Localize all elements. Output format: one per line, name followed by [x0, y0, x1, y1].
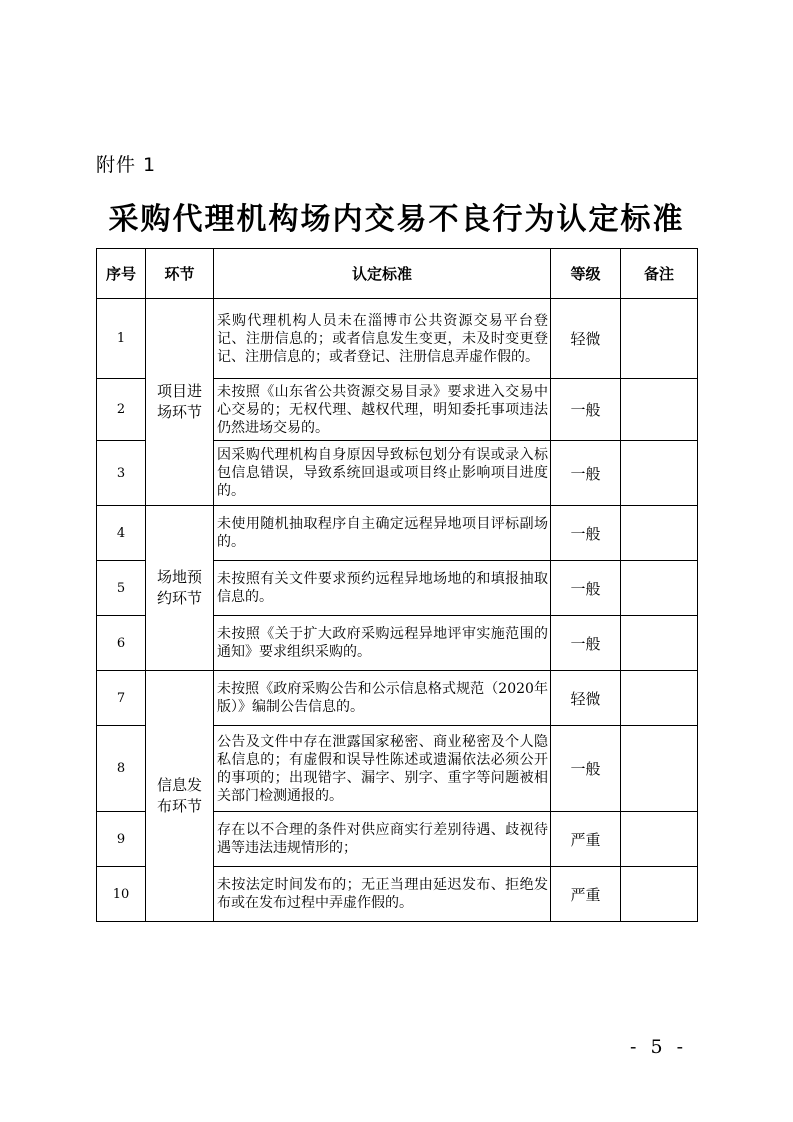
- standards-table: [96, 248, 698, 922]
- row-index: 2: [97, 379, 146, 441]
- table-row: [97, 506, 698, 561]
- row-remark: [621, 671, 698, 726]
- row-standard: 未按法定时间发布的；无正当理由延迟发布、拒绝发布或在发布过程中弄虚作假的。: [214, 867, 551, 922]
- row-remark: [621, 299, 698, 379]
- page-number: - 5 -: [630, 1036, 688, 1058]
- row-index: 5: [97, 561, 146, 616]
- row-index: 8: [97, 726, 146, 812]
- row-index: 1: [97, 299, 146, 379]
- row-standard: 未使用随机抽取程序自主确定远程异地项目评标副场的。: [214, 506, 551, 561]
- row-level: 严重: [551, 812, 621, 867]
- row-level: 一般: [551, 441, 621, 506]
- row-standard: 未按照《关于扩大政府采购远程异地评审实施范围的通知》要求组织采购的。: [214, 616, 551, 671]
- table-header-row: [97, 249, 698, 299]
- row-remark: [621, 867, 698, 922]
- row-level: 一般: [551, 506, 621, 561]
- row-level: 一般: [551, 616, 621, 671]
- header-stage: 环节: [146, 249, 214, 299]
- attachment-label: 附件 1: [96, 154, 157, 176]
- row-index: 9: [97, 812, 146, 867]
- stage-info-publishing: 信息发布环节: [146, 671, 214, 922]
- row-remark: [621, 506, 698, 561]
- header-remark: 备注: [621, 249, 698, 299]
- row-index: 10: [97, 867, 146, 922]
- row-level: 一般: [551, 379, 621, 441]
- row-level: 一般: [551, 561, 621, 616]
- row-standard: 因采购代理机构自身原因导致标包划分有误或录入标包信息错误，导致系统回退或项目终止影响项目进度的。: [214, 441, 551, 506]
- table-row: [97, 299, 698, 379]
- row-remark: [621, 561, 698, 616]
- header-level: 等级: [551, 249, 621, 299]
- row-remark: [621, 616, 698, 671]
- row-level: 轻微: [551, 299, 621, 379]
- header-index: 序号: [97, 249, 146, 299]
- stage-venue-booking: 场地预约环节: [146, 506, 214, 671]
- row-remark: [621, 812, 698, 867]
- row-index: 6: [97, 616, 146, 671]
- row-remark: [621, 379, 698, 441]
- row-remark: [621, 726, 698, 812]
- row-level: 一般: [551, 726, 621, 812]
- row-remark: [621, 441, 698, 506]
- stage-project-entry: 项目进场环节: [146, 299, 214, 506]
- row-standard: 采购代理机构人员未在淄博市公共资源交易平台登记、注册信息的；或者信息发生变更，未及时变更登记、注册信息的；或者登记、注册信息弄虚作假的。: [214, 299, 551, 379]
- row-index: 3: [97, 441, 146, 506]
- row-standard: 未按照《山东省公共资源交易目录》要求进入交易中心交易的；无权代理、越权代理，明知委托事项违法仍然进场交易的。: [214, 379, 551, 441]
- row-index: 7: [97, 671, 146, 726]
- row-standard: 公告及文件中存在泄露国家秘密、商业秘密及个人隐私信息的；有虚假和误导性陈述或遗漏依法必须公开的事项的；出现错字、漏字、别字、重字等问题被相关部门检测通报的。: [214, 726, 551, 812]
- header-standard: 认定标准: [214, 249, 551, 299]
- row-standard: 未按照《政府采购公告和公示信息格式规范（2020年版）》编制公告信息的。: [214, 671, 551, 726]
- table-row: [97, 671, 698, 726]
- row-level: 严重: [551, 867, 621, 922]
- document-title: 采购代理机构场内交易不良行为认定标准: [108, 202, 685, 237]
- row-level: 轻微: [551, 671, 621, 726]
- row-standard: 未按照有关文件要求预约远程异地场地的和填报抽取信息的。: [214, 561, 551, 616]
- row-index: 4: [97, 506, 146, 561]
- row-standard: 存在以不合理的条件对供应商实行差别待遇、歧视待遇等违法违规情形的；: [214, 812, 551, 867]
